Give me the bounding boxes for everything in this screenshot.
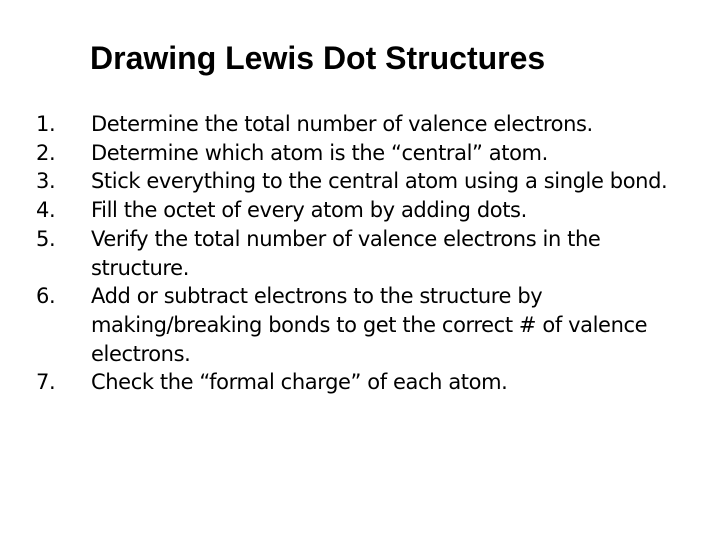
step-number: 7. (36, 370, 56, 395)
list-item (36, 139, 686, 168)
step-text: Determine which atom is the “central” atom. (91, 140, 548, 165)
step-text: Fill the octet of every atom by adding dots. (91, 198, 527, 223)
step-text: Verify the total number of valence electrons in the structure. (91, 226, 601, 280)
steps-list (36, 110, 686, 397)
list-item (36, 110, 686, 139)
list-item (36, 282, 686, 368)
step-text: Stick everything to the central atom using a single bond. (91, 169, 668, 194)
step-text: Add or subtract electrons to the structure by making/breaking bonds to get the correct # of valence electrons. (91, 284, 648, 366)
list-item (36, 225, 686, 282)
list-item (36, 196, 686, 225)
step-number: 5. (36, 226, 56, 251)
step-number: 2. (36, 140, 56, 165)
slide-title: Drawing Lewis Dot Structures (90, 40, 546, 76)
step-number: 3. (36, 169, 56, 194)
list-item (36, 368, 686, 397)
step-text: Determine the total number of valence electrons. (91, 112, 593, 136)
step-text: Check the “formal charge” of each atom. (91, 370, 508, 395)
step-number: 4. (36, 198, 56, 223)
list-item (36, 167, 686, 196)
step-number: 1. (36, 112, 56, 136)
step-number: 6. (36, 284, 56, 309)
